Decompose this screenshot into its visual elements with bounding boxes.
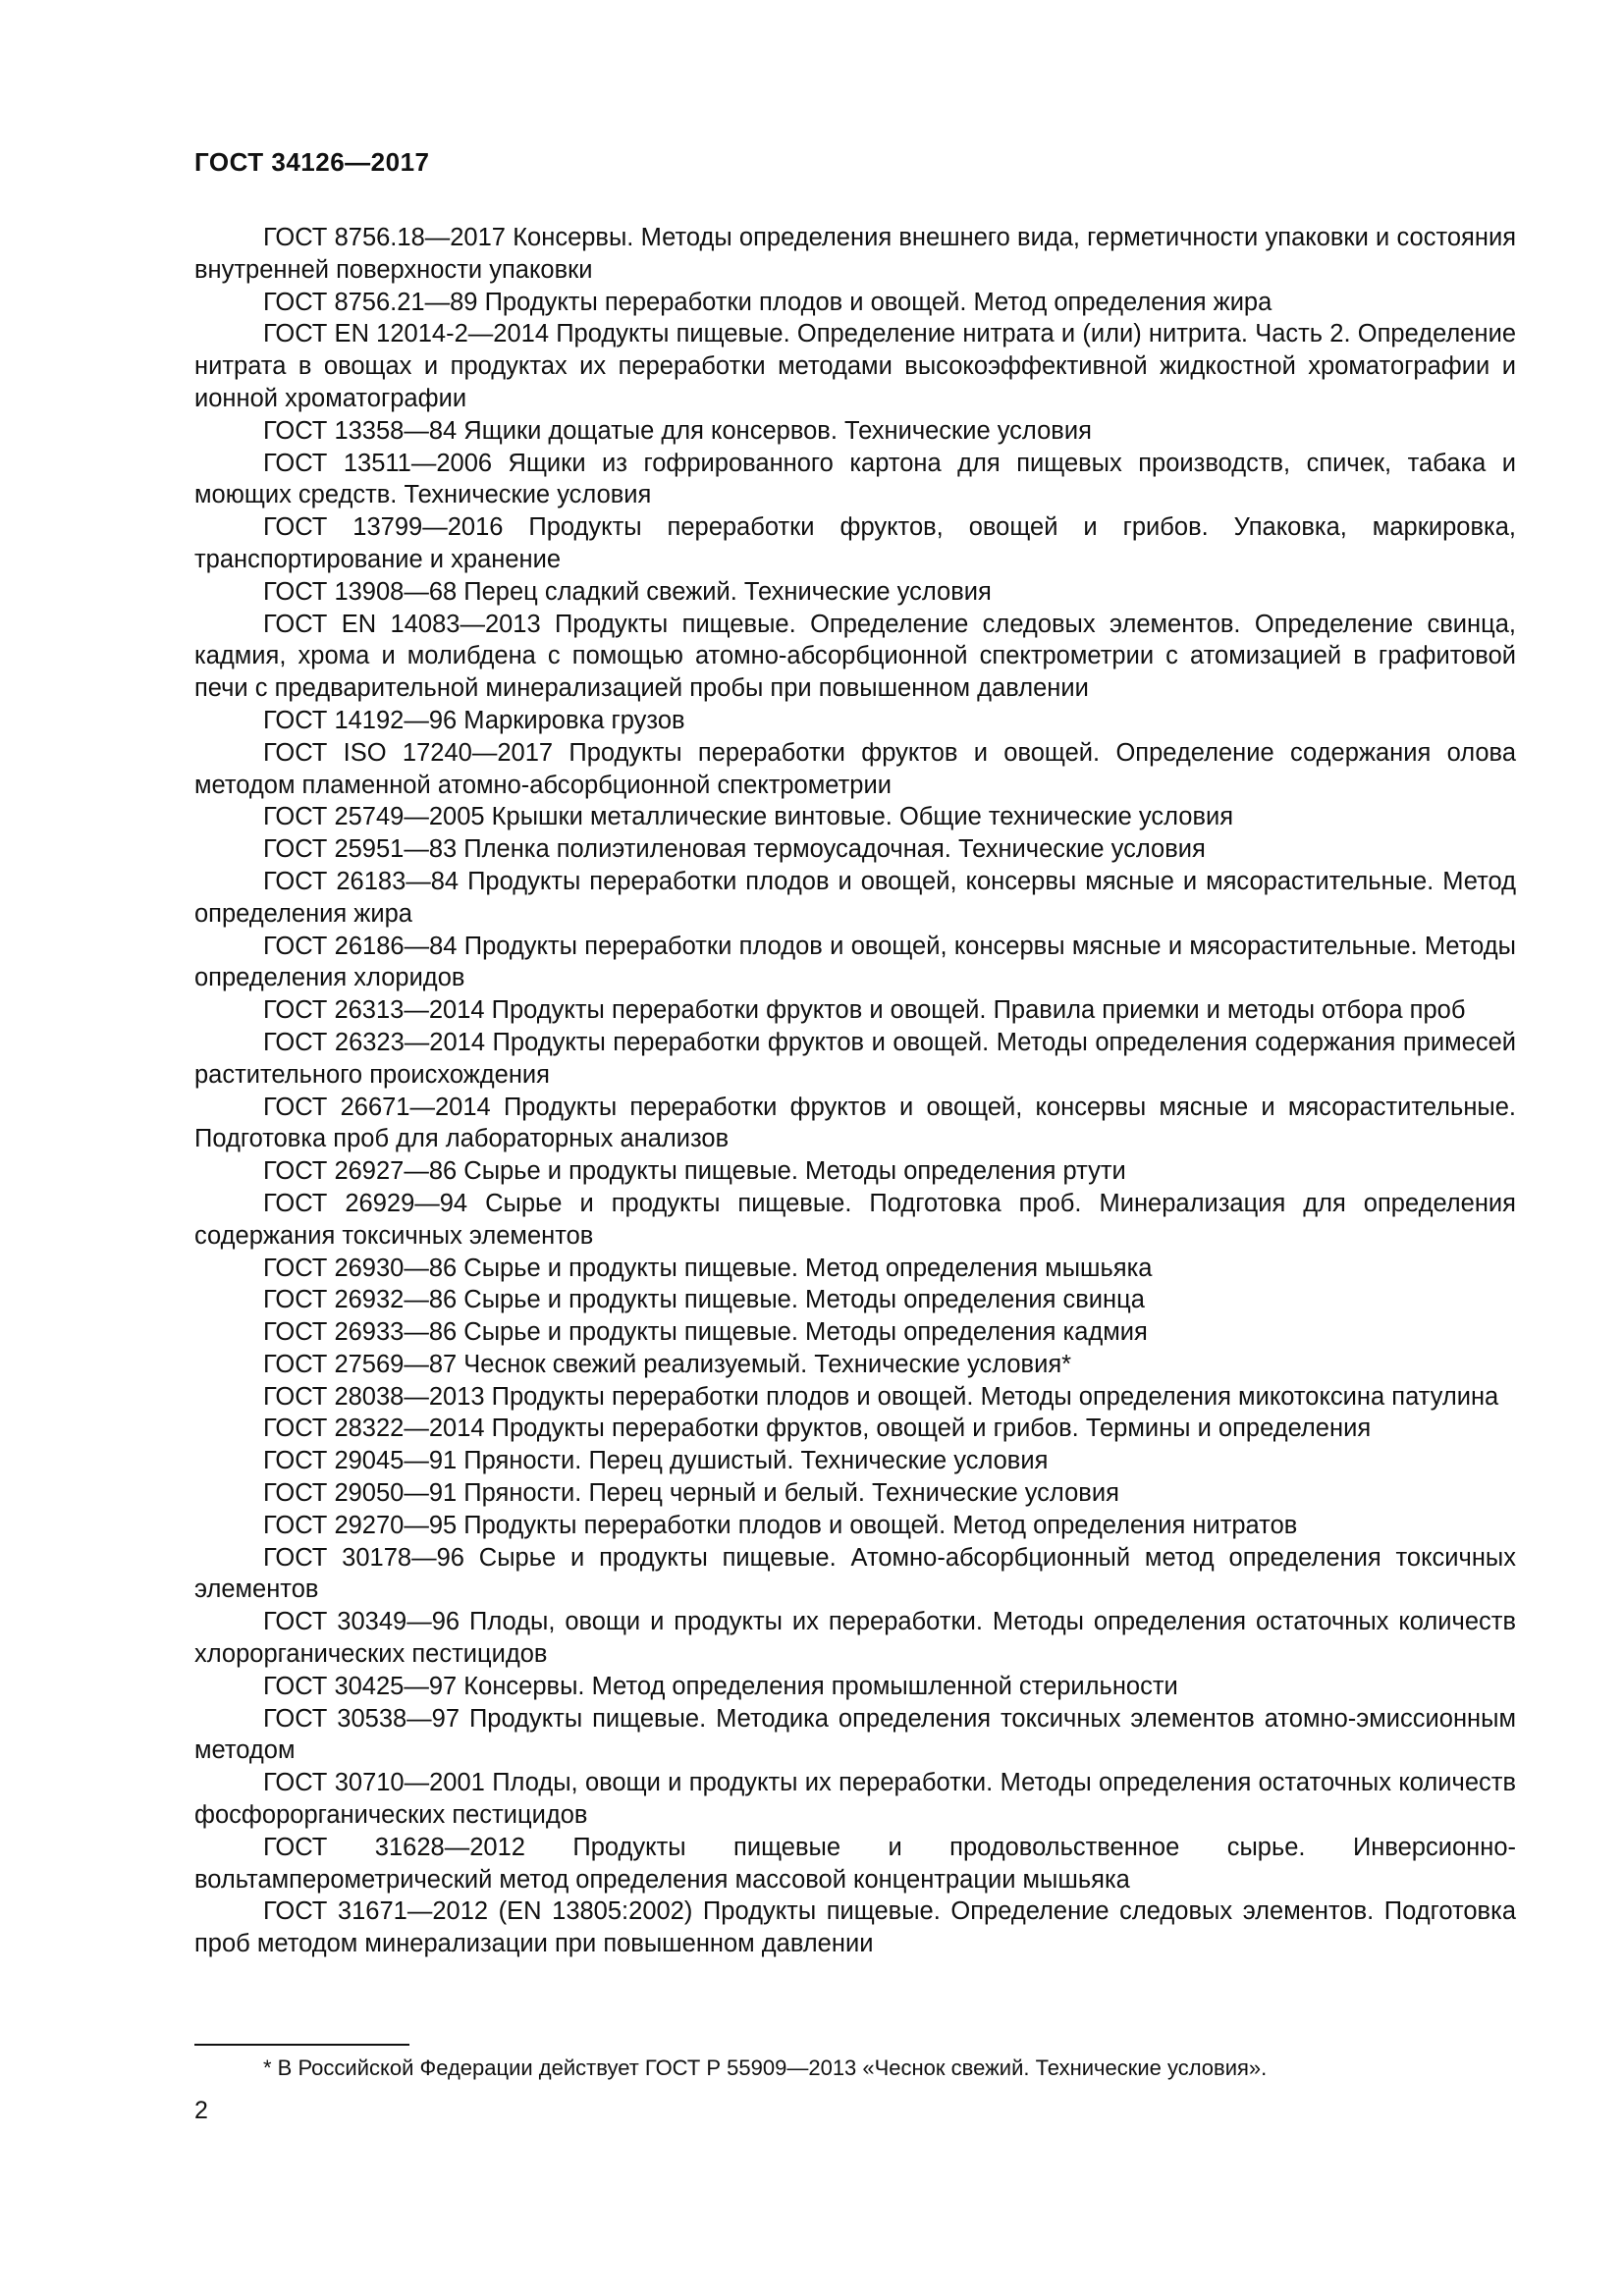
reference-entry: ГОСТ 26933—86 Сырье и продукты пищевые. Методы определения кадмия xyxy=(263,1318,1148,1347)
reference-entry: ГОСТ 29270—95 Продукты переработки плодов и овощей. Метод определения нитратов xyxy=(263,1511,1298,1539)
reference-entry: ГОСТ 30178—96 Сырье и продукты пищевые. Атомно-абсорбционный метод определения токсичных элементов xyxy=(194,1543,1516,1604)
footnote: * В Российской Федерации действует ГОСТ Р 55909—2013 «Чеснок свежий. Технические условия». xyxy=(263,2056,1268,2080)
reference-entry: ГОСТ 27569—87 Чеснок свежий реализуемый. Технические условия* xyxy=(263,1350,1072,1378)
footnote-divider xyxy=(194,2044,409,2046)
reference-entry: ГОСТ EN 14083—2013 Продукты пищевые. Определение следовых элементов. Определение свинца, кадмия, хрома и молибдена с помощью атомно-абсорбционной спектрометрии с атомизацией в графитовой печи с предварительной минерализацией пробы при повышенном давлении xyxy=(194,610,1516,703)
reference-entry: ГОСТ 30538—97 Продукты пищевые. Методика определения токсичных элементов атомно-эмиссионным методом xyxy=(194,1704,1516,1765)
reference-entry: ГОСТ 14192—96 Маркировка грузов xyxy=(263,706,685,734)
reference-entry: ГОСТ 13511—2006 Ящики из гофрированного картона для пищевых производств, спичек, табака и моющих средств. Технические условия xyxy=(194,449,1516,509)
reference-entry: ГОСТ 26932—86 Сырье и продукты пищевые. Методы определения свинца xyxy=(263,1286,1145,1314)
reference-entry: ГОСТ 26183—84 Продукты переработки плодов и овощей, консервы мясные и мясорастительные. Метод определения жира xyxy=(194,867,1516,928)
reference-entry: ГОСТ 13799—2016 Продукты переработки фруктов, овощей и грибов. Упаковка, маркировка, транспортирование и хранение xyxy=(194,513,1516,573)
reference-entry: ГОСТ 30349—96 Плоды, овощи и продукты их переработки. Методы определения остаточных количеств хлорорганических пестицидов xyxy=(194,1608,1516,1669)
reference-entry: ГОСТ 8756.18—2017 Консервы. Методы определения внешнего вида, герметичности упаковки и состояния внутренней поверхности упаковки xyxy=(194,224,1516,284)
reference-entry: ГОСТ 26313—2014 Продукты переработки фруктов и овощей. Правила приемки и методы отбора проб xyxy=(263,996,1466,1025)
reference-entry: ГОСТ 25951—83 Пленка полиэтиленовая термоусадочная. Технические условия xyxy=(263,835,1206,864)
reference-entry: ГОСТ 26927—86 Сырье и продукты пищевые. Методы определения ртути xyxy=(263,1157,1126,1186)
reference-entry: ГОСТ 29050—91 Пряности. Перец черный и белый. Технические условия xyxy=(263,1479,1119,1508)
reference-entry: ГОСТ 8756.21—89 Продукты переработки плодов и овощей. Метод определения жира xyxy=(263,288,1272,316)
page-number: 2 xyxy=(194,2097,208,2124)
reference-entry: ГОСТ 28322—2014 Продукты переработки фруктов, овощей и грибов. Термины и определения xyxy=(263,1415,1372,1443)
reference-entry: ГОСТ 26929—94 Сырье и продукты пищевые. Подготовка проб. Минерализация для определения содержания токсичных элементов xyxy=(194,1189,1516,1250)
reference-entry: ГОСТ 26930—86 Сырье и продукты пищевые. Метод определения мышьяка xyxy=(263,1254,1153,1282)
reference-entry: ГОСТ 25749—2005 Крышки металлические винтовые. Общие технические условия xyxy=(263,803,1234,831)
reference-entry: ГОСТ 26323—2014 Продукты переработки фруктов и овощей. Методы определения содержания примесей растительного происхождения xyxy=(194,1028,1516,1089)
reference-entry: ГОСТ 30710—2001 Плоды, овощи и продукты их переработки. Методы определения остаточных количеств фосфорорганических пестицидов xyxy=(194,1769,1516,1830)
reference-entry: ГОСТ EN 12014-2—2014 Продукты пищевые. Определение нитрата и (или) нитрита. Часть 2. Определение нитрата в овощах и продуктах их переработки методами высокоэффективной жидкостной хроматографии и ионной хроматографии xyxy=(194,320,1516,412)
reference-entry: ГОСТ 29045—91 Пряности. Перец душистый. Технические условия xyxy=(263,1447,1049,1475)
reference-entry: ГОСТ 13358—84 Ящики дощатые для консервов. Технические условия xyxy=(263,416,1092,445)
reference-entry: ГОСТ 28038—2013 Продукты переработки плодов и овощей. Методы определения микотоксина патулина xyxy=(263,1382,1499,1411)
reference-entry: ГОСТ 30425—97 Консервы. Метод определения промышленной стерильности xyxy=(263,1672,1178,1700)
reference-entry: ГОСТ 31628—2012 Продукты пищевые и продовольственное сырье. Инверсионно-вольтамперометрический метод определения массовой концентрации мышьяка xyxy=(194,1833,1516,1894)
document-header: ГОСТ 34126—2017 xyxy=(194,147,430,177)
reference-entry: ГОСТ 31671—2012 (EN 13805:2002) Продукты пищевые. Определение следовых элементов. Подготовка проб методом минерализации при повышенном давлении xyxy=(194,1897,1516,1958)
reference-entry: ГОСТ 26186—84 Продукты переработки плодов и овощей, консервы мясные и мясорастительные. Методы определения хлоридов xyxy=(194,932,1516,992)
reference-entry: ГОСТ ISO 17240—2017 Продукты переработки фруктов и овощей. Определение содержания олова методом пламенной атомно-абсорбционной спектрометрии xyxy=(194,738,1516,799)
references-list xyxy=(194,222,1516,1960)
reference-entry: ГОСТ 13908—68 Перец сладкий свежий. Технические условия xyxy=(263,577,992,606)
reference-entry: ГОСТ 26671—2014 Продукты переработки фруктов и овощей, консервы мясные и мясорастительные. Подготовка проб для лабораторных анализов xyxy=(194,1093,1516,1153)
